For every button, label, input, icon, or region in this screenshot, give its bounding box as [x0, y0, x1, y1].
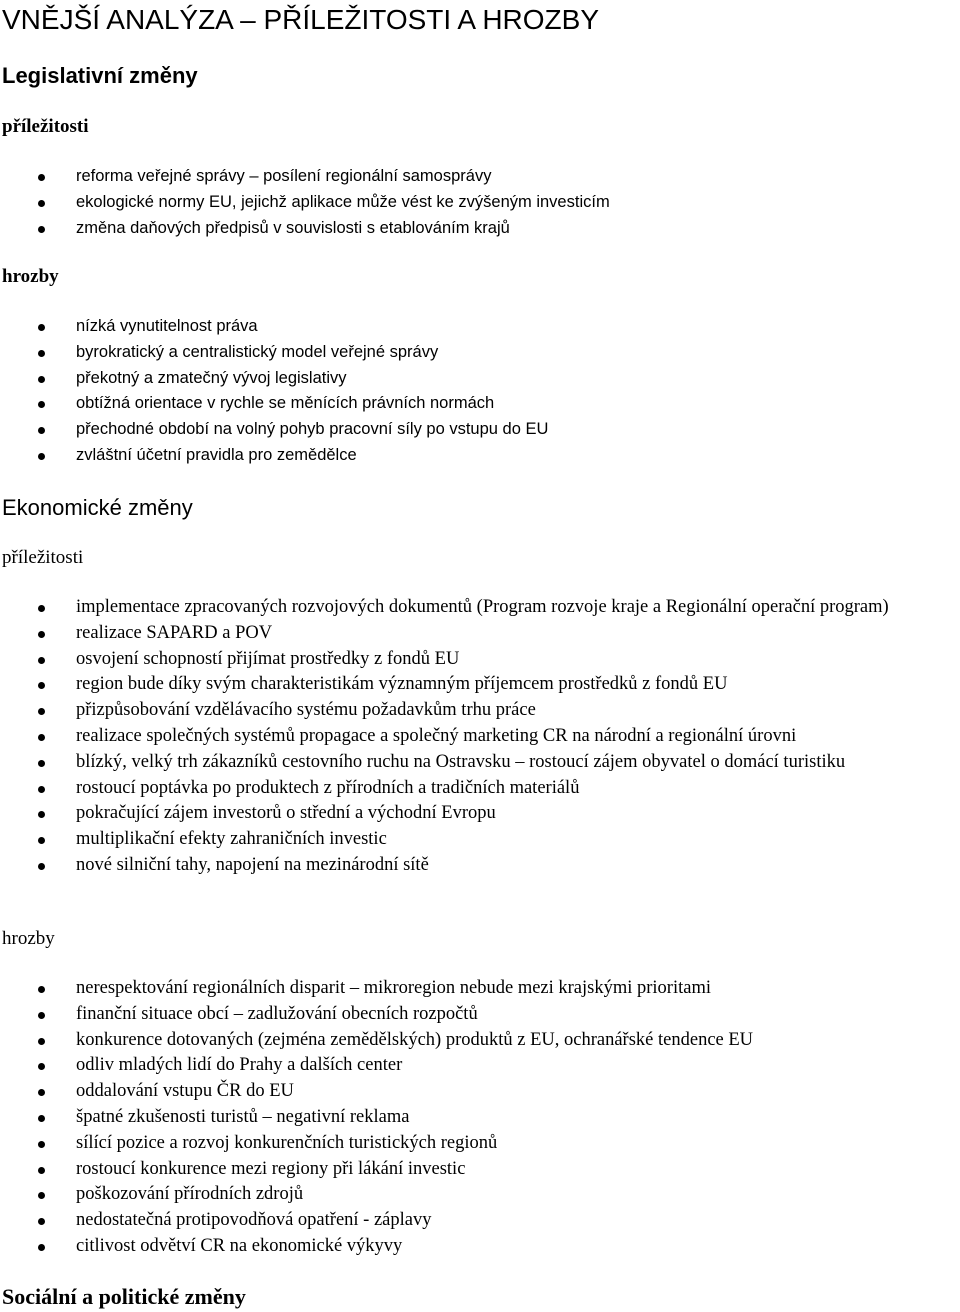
list-item: ekologické normy EU, jejichž aplikace může vést ke zvýšeným investicím	[0, 190, 960, 216]
list-item: nedostatečná protipovodňová opatření - záplavy	[0, 1208, 960, 1234]
list-item: realizace SAPARD a POV	[0, 621, 960, 647]
bullet-icon	[38, 657, 45, 664]
opportunities-label-legislative: příležitosti	[2, 116, 89, 137]
list-item: přechodné období na volný pohyb pracovní síly po vstupu do EU	[0, 417, 960, 443]
page-title: VNĚJŠÍ ANALÝZA – PŘÍLEŽITOSTI A HROZBY	[2, 4, 600, 35]
threats-label-legislative: hrozby	[2, 266, 59, 287]
opportunities-list-legislative	[0, 164, 960, 241]
threats-list-economic	[0, 976, 960, 1260]
bullet-icon	[38, 226, 45, 233]
list-item: poškozování přírodních zdrojů	[0, 1182, 960, 1208]
bullet-icon	[38, 760, 45, 767]
bullet-icon	[38, 376, 45, 383]
threats-list-legislative	[0, 314, 960, 469]
section-heading-legislative: Legislativní změny	[2, 63, 198, 88]
bullet-icon	[38, 1218, 45, 1225]
bullet-icon	[38, 605, 45, 612]
list-item: rostoucí poptávka po produktech z přírodních a tradičních materiálů	[0, 776, 960, 802]
list-item: nízká vynutitelnost práva	[0, 314, 960, 340]
list-item: realizace společných systémů propagace a společný marketing CR na národní a regionální úrovni	[0, 724, 960, 750]
bullet-icon	[38, 986, 45, 993]
list-item: finanční situace obcí – zadlužování obecních rozpočtů	[0, 1002, 960, 1028]
list-item: špatné zkušenosti turistů – negativní reklama	[0, 1105, 960, 1131]
opportunities-list-economic	[0, 595, 960, 879]
bullet-icon	[38, 1089, 45, 1096]
bullet-icon	[38, 200, 45, 207]
bullet-icon	[38, 1192, 45, 1199]
list-item: rostoucí konkurence mezi regiony při lákání investic	[0, 1157, 960, 1183]
bullet-icon	[38, 682, 45, 689]
list-item: multiplikační efekty zahraničních investic	[0, 827, 960, 853]
section-heading-economic: Ekonomické změny	[2, 495, 193, 520]
list-item: zvláštní účetní pravidla pro zemědělce	[0, 443, 960, 469]
bullet-icon	[38, 453, 45, 460]
list-item: oddalování vstupu ČR do EU	[0, 1079, 960, 1105]
bullet-icon	[38, 811, 45, 818]
bullet-icon	[38, 1167, 45, 1174]
list-item: obtížná orientace v rychle se měnících právních normách	[0, 391, 960, 417]
list-item: byrokratický a centralistický model veřejné správy	[0, 340, 960, 366]
list-item: sílící pozice a rozvoj konkurenčních turistických regionů	[0, 1131, 960, 1157]
threats-label-economic: hrozby	[2, 928, 55, 949]
bullet-icon	[38, 1012, 45, 1019]
list-item: nové silniční tahy, napojení na mezinárodní sítě	[0, 853, 960, 879]
list-item: blízký, velký trh zákazníků cestovního ruchu na Ostravsku – rostoucí zájem obyvatel o domácí turistiku	[0, 750, 960, 776]
bullet-icon	[38, 786, 45, 793]
list-item: region bude díky svým charakteristikám významným příjemcem prostředků z fondů EU	[0, 672, 960, 698]
list-item: pokračující zájem investorů o střední a východní Evropu	[0, 801, 960, 827]
list-item: reforma veřejné správy – posílení regionální samosprávy	[0, 164, 960, 190]
list-item: implementace zpracovaných rozvojových dokumentů (Program rozvoje kraje a Regionální operační program)	[0, 595, 960, 621]
list-item: přizpůsobování vzdělávacího systému požadavkům trhu práce	[0, 698, 960, 724]
bullet-icon	[38, 734, 45, 741]
list-item: konkurence dotovaných (zejména zemědělských) produktů z EU, ochranářské tendence EU	[0, 1028, 960, 1054]
section-heading-social-political: Sociální a politické změny	[2, 1284, 246, 1309]
bullet-icon	[38, 863, 45, 870]
bullet-icon	[38, 837, 45, 844]
bullet-icon	[38, 1063, 45, 1070]
bullet-icon	[38, 350, 45, 357]
list-item: citlivost odvětví CR na ekonomické výkyvy	[0, 1234, 960, 1260]
list-item: změna daňových předpisů v souvislosti s etablováním krajů	[0, 216, 960, 242]
list-item: osvojení schopností přijímat prostředky z fondů EU	[0, 647, 960, 673]
bullet-icon	[38, 631, 45, 638]
bullet-icon	[38, 1038, 45, 1045]
bullet-icon	[38, 708, 45, 715]
bullet-icon	[38, 324, 45, 331]
opportunities-label-economic: příležitosti	[2, 547, 84, 568]
list-item: nerespektování regionálních disparit – mikroregion nebude mezi krajskými prioritami	[0, 976, 960, 1002]
bullet-icon	[38, 427, 45, 434]
list-item: odliv mladých lidí do Prahy a dalších center	[0, 1053, 960, 1079]
list-item: překotný a zmatečný vývoj legislativy	[0, 366, 960, 392]
bullet-icon	[38, 401, 45, 408]
bullet-icon	[38, 1115, 45, 1122]
bullet-icon	[38, 1141, 45, 1148]
bullet-icon	[38, 1244, 45, 1251]
bullet-icon	[38, 174, 45, 181]
